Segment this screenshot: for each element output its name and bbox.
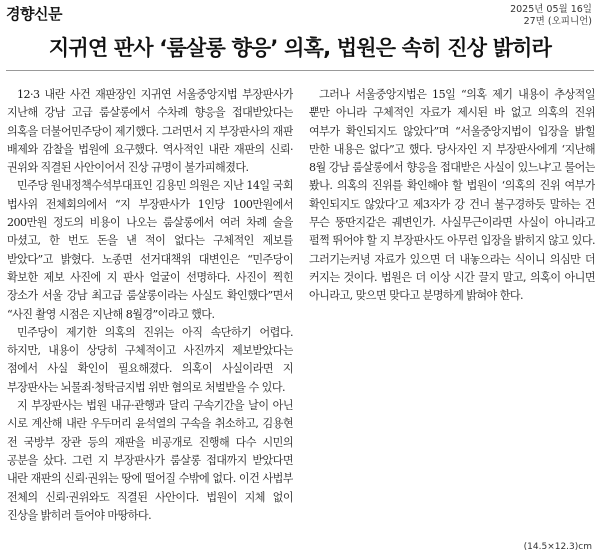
article-column-left — [7, 86, 293, 540]
clipping-size-note: (14.5×12.3)cm — [523, 542, 592, 552]
article-headline: 지귀연 판사 ‘룸살롱 향응’ 의혹, 법원은 속히 진상 밝히라 — [48, 36, 552, 60]
article-column-right — [309, 86, 595, 540]
paragraph-5: 그러나 서울중앙지법은 15일 “의혹 제기 내용이 추상적일 뿐만 아니라 구체적인 자료가 제시된 바 없고 의혹의 진위 여부가 확인되지도 않았다”며 “서울중앙지법이 입장을 밝힐 만한 내용은 없다”고 했다. 당사자인 지 부장판사에게 ‘지난해 8월 강남 룸살롱에서 향응을 접대받은 사실이 있느냐’고 물어는 봤나. 의혹의 진위를 확인해야 할 법원이 ‘의혹의 진위 여부가 확인되지도 않았다’고 제3자가 강 건너 불구경하듯 말하는 건 무슨 뚱딴지같은 궤변인가. 사실무근이라면 사실이 아니라고 펄쩍 뛰어야 할 지 부장판사도 아무런 입장을 밝히지 않고 있다. 그러기는커녕 자료가 있으면 더 내놓으라는 식이니 의심만 더 커지는 것이다. 법원은 더 이상 시간 끌지 말고, 의혹이 아니면 아니라고, 맞으면 맞다고 분명하게 밝혀야 한다. — [309, 88, 595, 303]
paragraph-2: 민주당 원내정책수석부대표인 김용민 의원은 지난 14일 국회 법사위 전체회의에서 “지 부장판사가 1인당 100만원에서 200만원 정도의 비용이 나오는 룸살롱에서 여러 차례 술을 마셨고, 한 번도 돈을 낸 적이 없다는 구체적인 제보를 받았다”고 밝혔다. 노종면 선거대책위 대변인은 “민주당이 확보한 제보 사진에 지 판사 얼굴이 선명하다. 사진이 찍힌 장소가 서울 강남 최고급 룸살롱이라는 사실도 확인했다”면서 “사진 촬영 시점은 지난해 8월경”이라고 했다. — [7, 179, 293, 321]
article-body — [7, 86, 595, 540]
page-section: 27면 (오피니언) — [523, 16, 592, 27]
paragraph-4: 지 부장판사는 법원 내규·관행과 달리 구속기간을 날이 아닌 시로 계산해 내란 우두머리 윤석열의 구속을 취소하고, 김용현 전 국방부 장관 등의 재판을 비공개로 진행해 다수 시민의 공분을 샀다. 그런 지 부장판사가 룸살롱 접대까지 받았다면 내란 재판의 신뢰·권위는 땅에 떨어질 수밖에 없다. 이건 사법부 전체의 신뢰·권위와도 직결된 사안이다. 법원이 지체 없이 진상을 밝히러 들어야 마땅하다. — [7, 399, 293, 522]
headline-divider — [6, 70, 594, 71]
paragraph-1: 12·3 내란 사건 재판장인 지귀연 서울중앙지법 부장판사가 지난해 강남 고급 룸살롱에서 수차례 향응을 접대받았다는 의혹을 더불어민주당이 제기했다. 그러면서 지 부장판사의 재판 배제와 감찰을 법원에 요구했다. 역사적인 내란 재판의 신뢰·권위와 직결된 사안이어서 진상 규명이 불가피해졌다. — [7, 88, 293, 175]
publication-date: 2025년 05월 16일 — [510, 4, 592, 15]
newspaper-masthead: 경향신문 — [6, 5, 62, 23]
paragraph-3: 민주당이 제기한 의혹의 진위는 아직 속단하기 어렵다. 하지만, 내용이 상당히 구체적이고 사진까지 제보받았다는 점에서 사실 확인이 필요해졌다. 의혹이 사실이라면 지 부장판사는 뇌물죄·청탁금지법 위반 혐의로 처벌받을 수 있다. — [7, 325, 293, 394]
publication-meta — [510, 4, 592, 28]
